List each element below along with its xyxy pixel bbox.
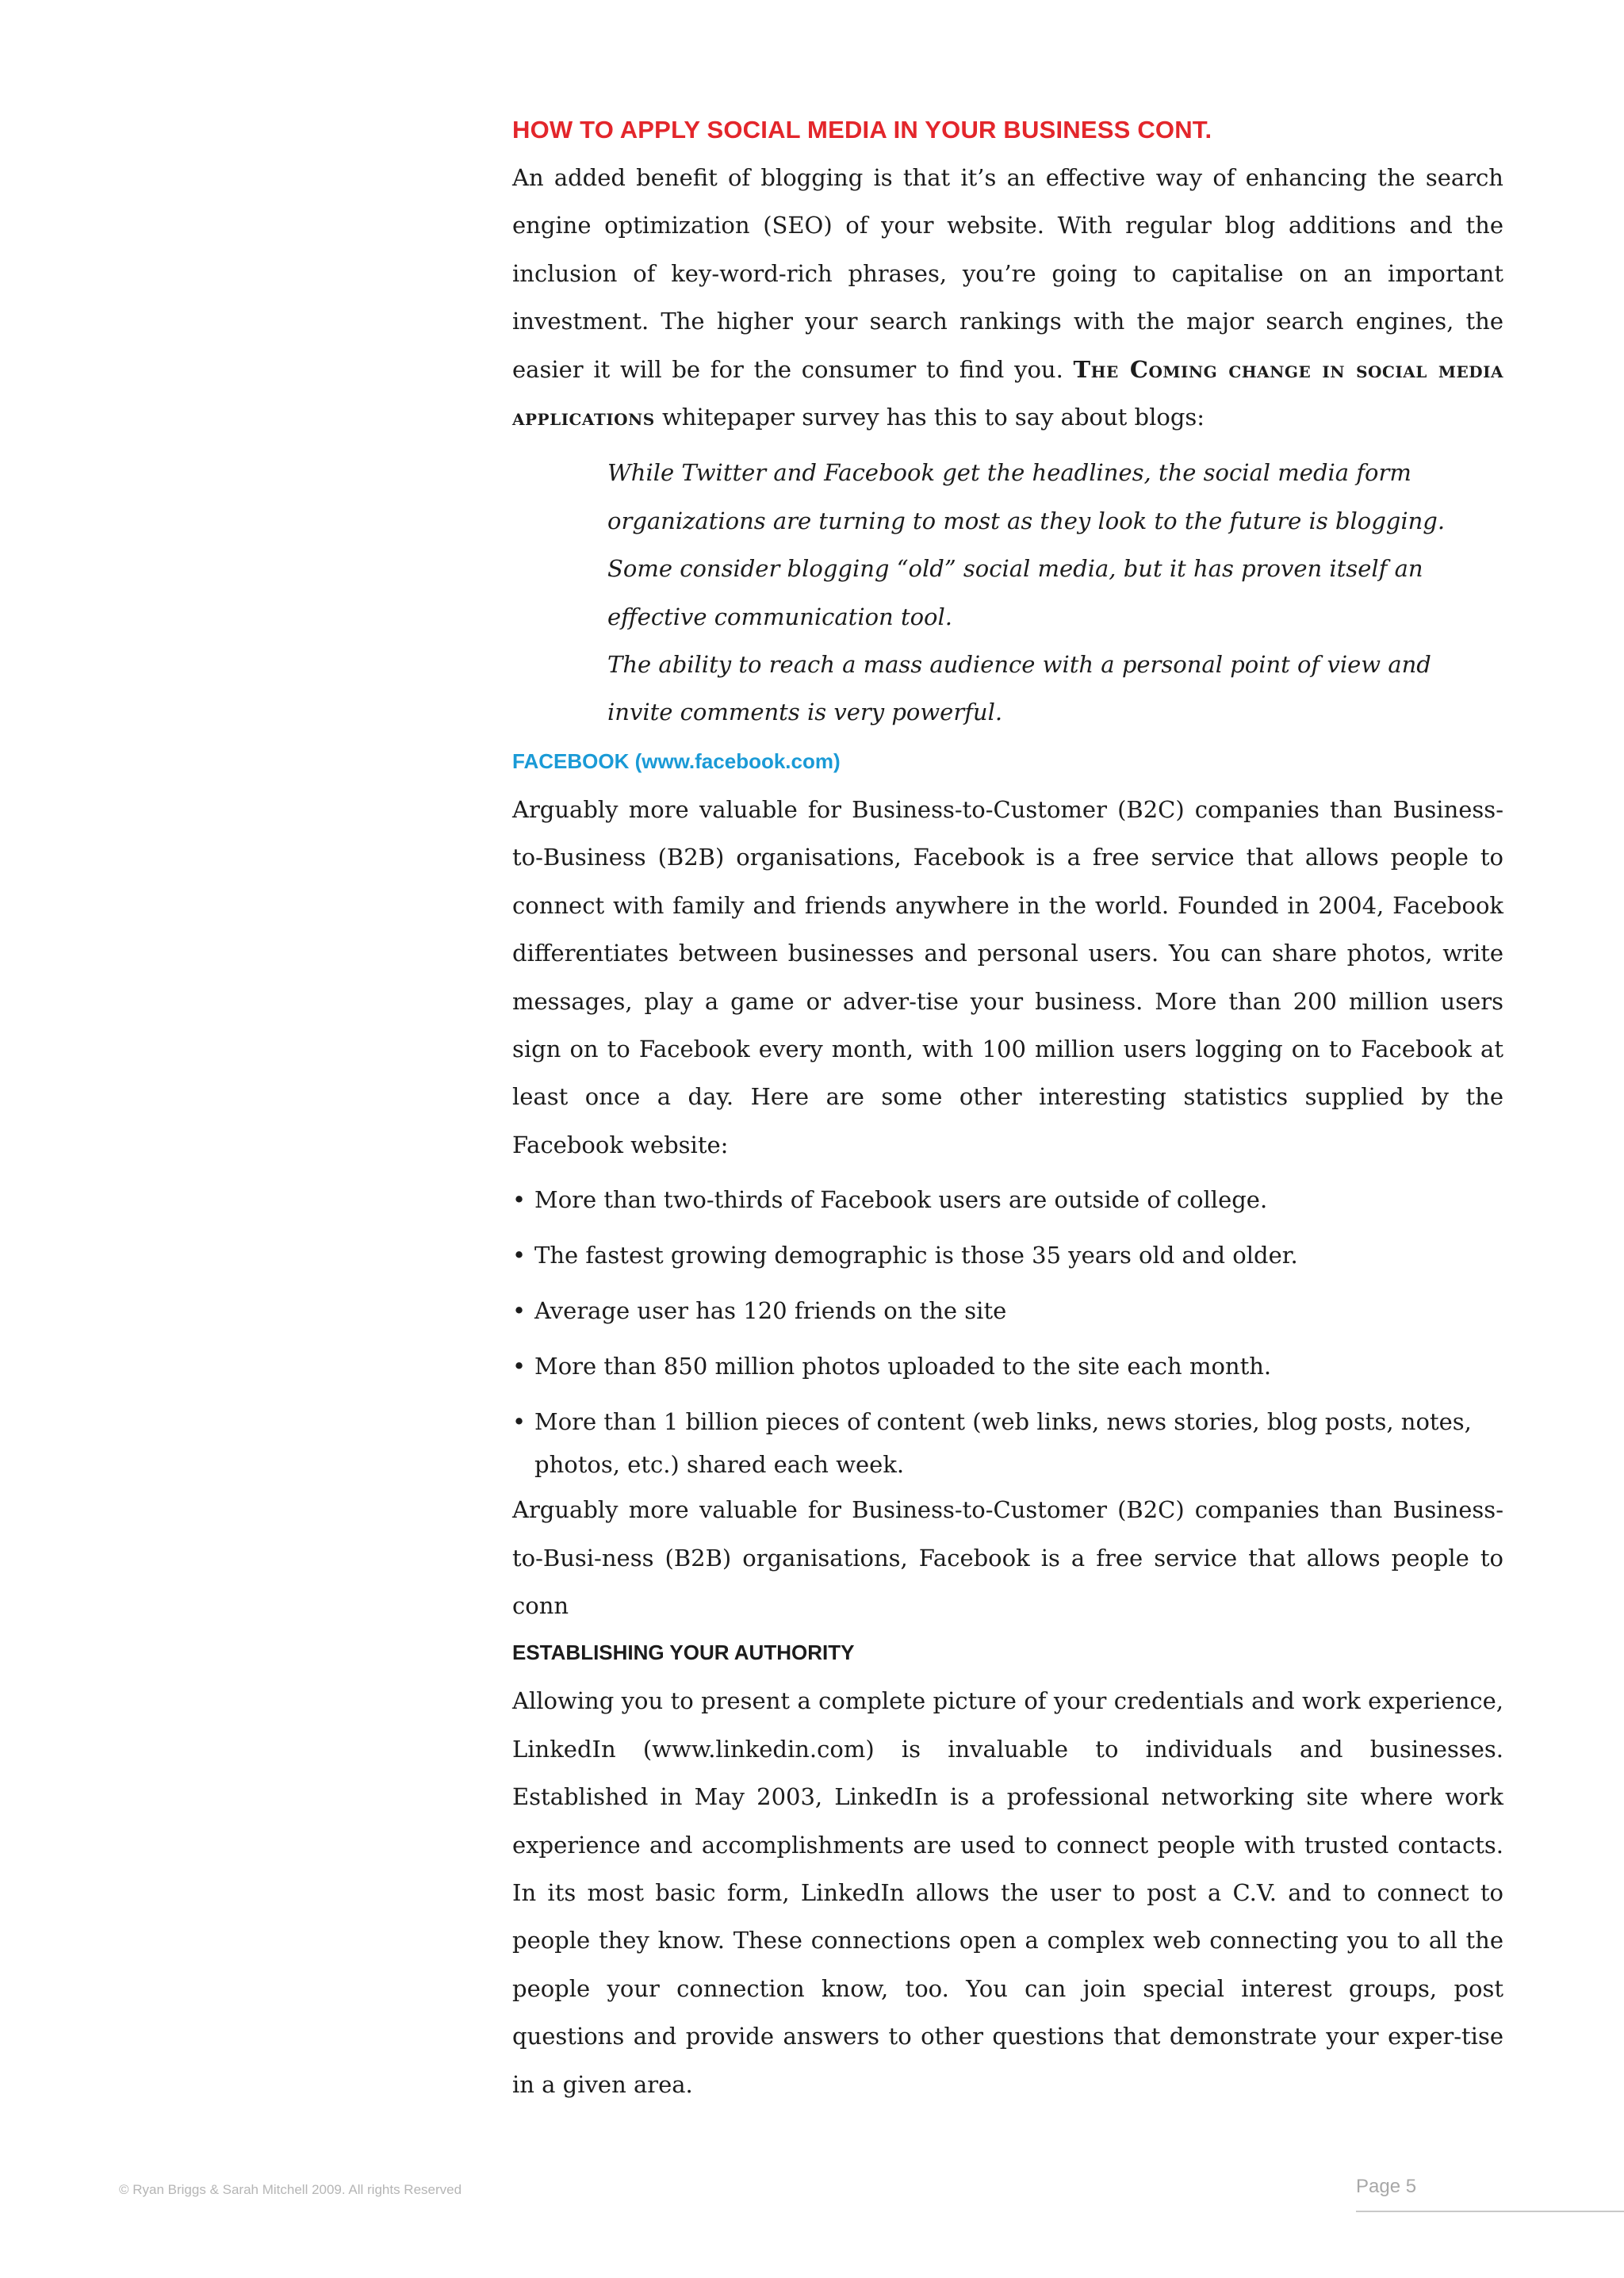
page-number: Page 5 [1356,2176,1417,2197]
quote-line-2: The ability to reach a mass audience with a personal point of view and invite comments is very powerful. [607,651,1431,726]
intro-text-end: whitepaper survey has this to say about blogs: [661,404,1205,431]
page-heading: HOW TO APPLY SOCIAL MEDIA IN YOUR BUSINESS CONT. [512,116,1212,144]
facebook-paragraph: Arguably more valuable for Business-to-Customer (B2C) companies than Business-to-Business (B2B) organisations, Facebook is a free service that allows people to connect with family and friends anywhere in the world. Founded in 2004, Facebook differentiates between businesses and personal users. You can share photos, write messages, play a game or adver-tise your business. More than 200 million users sign on to Facebook every month, with 100 million users logging on to Facebook at least once a day. Here are some other interesting statistics supplied by the Facebook website: [512,795,1503,1158]
blog-quote [607,449,1503,736]
footer-divider [1356,2211,1624,2212]
list-item: • Average user has 120 friends on the site [512,1289,1503,1332]
whitepaper-title: The Coming change in social media applications [512,355,1503,431]
bullet-icon: • [512,1353,527,1380]
facebook-heading: FACEBOOK (www.facebook.com) [512,748,841,773]
intro-paragraph [512,154,1503,441]
list-item: • More than 1 billion pieces of content (web links, news stories, blog posts, notes, photos, etc.) shared each week. [512,1400,1503,1486]
authority-heading: ESTABLISHING YOUR AUTHORITY [512,1641,855,1665]
bullet-icon: • [512,1242,527,1269]
page-content [512,113,1503,2108]
bullet-icon: • [512,1297,527,1325]
list-item: • The fastest growing demographic is those 35 years old and older. [512,1234,1503,1277]
bullet-icon: • [512,1186,527,1214]
bullet-icon: • [512,1408,527,1436]
authority-paragraph: Allowing you to present a complete picture of your credentials and work experience, LinkedIn (www.linkedin.com) is invaluable to individuals and businesses. Established in May 2003, LinkedIn is a professional networking site where work experience and accomplishments are used to connect people with trusted contacts. In its most basic form, LinkedIn allows the user to post a C.V. and to connect to people they know. These connections open a complex web connecting you to all the people your connection know, too. You can join special interest groups, post questions and provide answers to other questions that demonstrate your exper-tise in a given area. [512,1687,1503,2098]
facebook-repeat-paragraph: Arguably more valuable for Business-to-Customer (B2C) companies than Business-to-Busi-ness (B2B) organisations, Facebook is a free service that allows people to conn [512,1496,1503,1619]
quote-line-1: While Twitter and Facebook get the headlines, the social media form organizations are turning to most as they look to the future is blogging. Some consider blogging “old” social media, but it has proven itself an effective communication tool. [607,459,1446,630]
list-item: • More than two-thirds of Facebook users are outside of college. [512,1178,1503,1221]
copyright-notice: © Ryan Briggs & Sarah Mitchell 2009. All rights Reserved [119,2182,462,2197]
intro-text: An added benefit of blogging is that it’s an effective way of enhancing the search engine optimization (SEO) of your website. With regular blog additions and the inclusion of key-word-rich phrases, you’re going to capitalise on an important investment. The higher your search rankings with the major search engines, the easier it will be for the consumer to find you. [512,164,1503,383]
facebook-stats-list [512,1178,1503,1486]
list-item: • More than 850 million photos uploaded to the site each month. [512,1345,1503,1388]
